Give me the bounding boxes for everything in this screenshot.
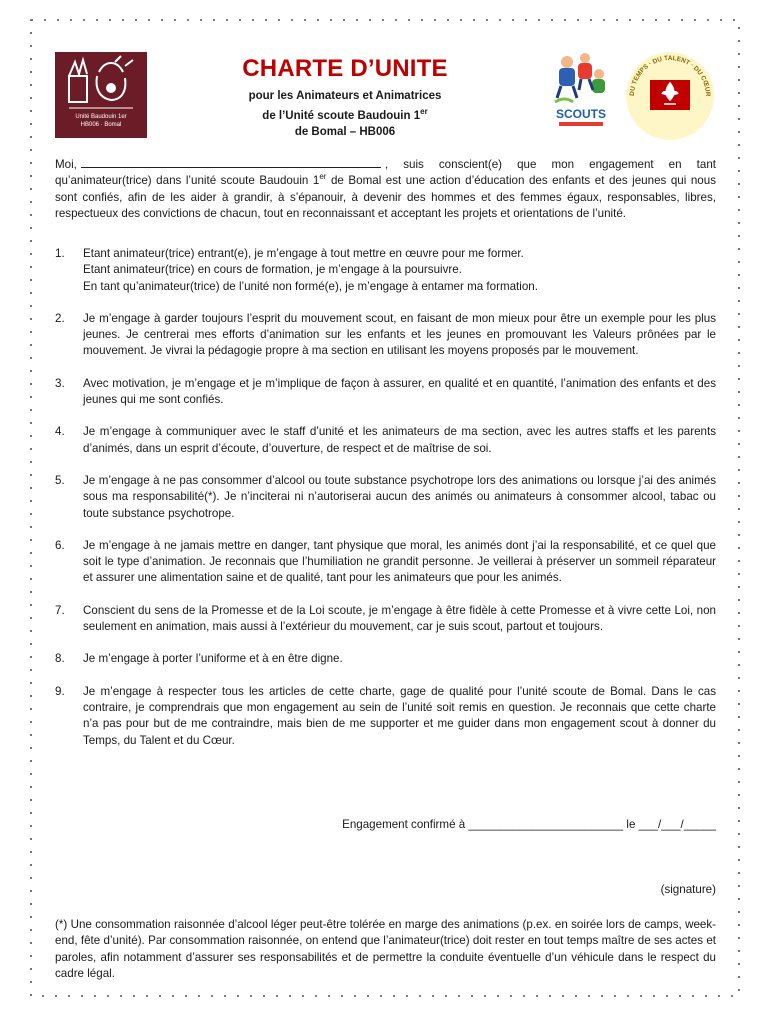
commitment-3: 3. Avec motivation, je m’engage et je m’implique de façon à assurer, en qualité et en quantité, l’animation des enfants et des jeunes qui me sont confiés.	[55, 376, 716, 407]
engagement-confirmation-line[interactable]: Engagement confirmé à ________________________ le ___/___/_____	[342, 818, 716, 831]
commitment-8: 8. Je m’engage à porter l’uniforme et à en être digne.	[55, 652, 343, 666]
subtitle-line-3: de Bomal – HB006	[294, 125, 396, 138]
commitment-2: 2. Je m’engage à garder toujours l’esprit du mouvement scout, en faisant de mon mieux pour être un exemple pour les plus jeunes. Je centrerai mes efforts d’animation sur les enfants et les jeunes en promouvant les Valeurs prônées par le mouvement. Je vivrai la pédagogie propre à ma section en utilisant les moyens proposés par le mouvement.	[55, 311, 716, 358]
commitment-1: 1. Etant animateur(trice) entrant(e), je m’engage à tout mettre en œuvre pour me former. Etant animateur(trice) en cours de formation, je m’engage à la poursuivre. En tant qu’animateur(trice) de l’unité non formé(e), je m’engage à entamer ma formation.	[55, 247, 538, 293]
commitment-9: 9. Je m’engage à respecter tous les articles de cette charte, gage de qualité pour l’unité scoute de Bomal. Dans le cas contraire, je comprendrais que mon engagement au sein de l’unité soit remis en question. Je reconnais que cette charte n’a pas pour but de me contraindre, mais bien de me supporter et me guider dans mon engagement scout à donner du Temps, du Talent et du Cœur.	[55, 684, 716, 747]
logo-text-1: Unité Baudouin 1er	[75, 114, 127, 120]
logo-text-2: HB006 · Bomal	[80, 122, 122, 128]
page-subtitle	[150, 88, 540, 140]
intro-paragraph: Moi, , suis conscient(e) que mon engagement en tant qu’animateur(trice) dans l’unité scoute Baudouin 1er de Bomal est une action d’éducation des enfants et des jeunes qui nous sont confiés, afin de les aider à grandir, à s’épanouir, à devenir des hommes et des femmes égaux, responsables, libres, respectueux des convictions de chacun, tout en reconnaissant et acceptant les projets et orientations de l’unité.	[55, 158, 716, 220]
commitment-4: 4. Je m’engage à communiquer avec le staff d’unité et les animateurs de ma section, avec les autres staffs et les parents d’animés, dans un esprit d’écoute, d’ouverture, de respect et de maîtrise de soi.	[55, 425, 716, 455]
scouts-logo	[551, 52, 611, 132]
badge-text: DU TEMPS · DU TALENT · DU CŒUR	[628, 54, 712, 97]
subtitle-line-2: de l’Unité scoute Baudouin 1er	[262, 107, 428, 122]
commitment-7: 7. Conscient du sens de la Promesse et de la Loi scoute, je m’engage à être fidèle à cette Promesse et à vivre cette Loi, non seulement en animation, mais aussi à l’extérieur du mouvement, car je suis scout, partout et toujours.	[55, 603, 716, 634]
unit-logo	[55, 52, 147, 138]
commitment-5: 5. Je m’engage à ne pas consommer d’alcool ou toute substance psychotrope lors des animations ou lorsque j’ai des animés sous ma responsabilité(*). Je n’inciterai ni n’autoriserai aucun des animés ou animateurs à consommer alcool, tabac ou toute substance psychotrope.	[55, 473, 716, 520]
page-title: CHARTE D’UNITE	[242, 55, 448, 82]
signature-label: (signature)	[660, 883, 716, 896]
scouts-logo-text: SCOUTS	[555, 107, 607, 121]
commitment-6: 6. Je m’engage à ne jamais mettre en danger, tant physique que moral, les animés dont j’ai la responsabilité, et ce quel que soit le type d’animation. Je reconnais que l’humiliation ne grandit personne. Je veillerai à préserver un sommeil réparateur et assurer une alimentation saine et de qualité, tant pour les animateurs que pour les animés.	[55, 538, 716, 585]
subtitle-line-1: pour les Animateurs et Animatrices	[248, 90, 442, 102]
commitments-list	[55, 246, 716, 749]
name-blank-line[interactable]	[81, 157, 381, 168]
footnote: (*) Une consommation raisonnée d’alcool léger peut-être tolérée en marge des animations (p.ex. en soirée lors de camps, week-end, fête d’unité). Par consommation raisonnée, on entend que l’animateur(trice) doit rester en tout temps maître de ses actes et paroles, afin notamment d’assurer ses responsabilités et de permettre la conduite éventuelle d’un véhicule dans le respect du cadre légal.	[55, 918, 716, 980]
badge-logo	[624, 50, 716, 142]
